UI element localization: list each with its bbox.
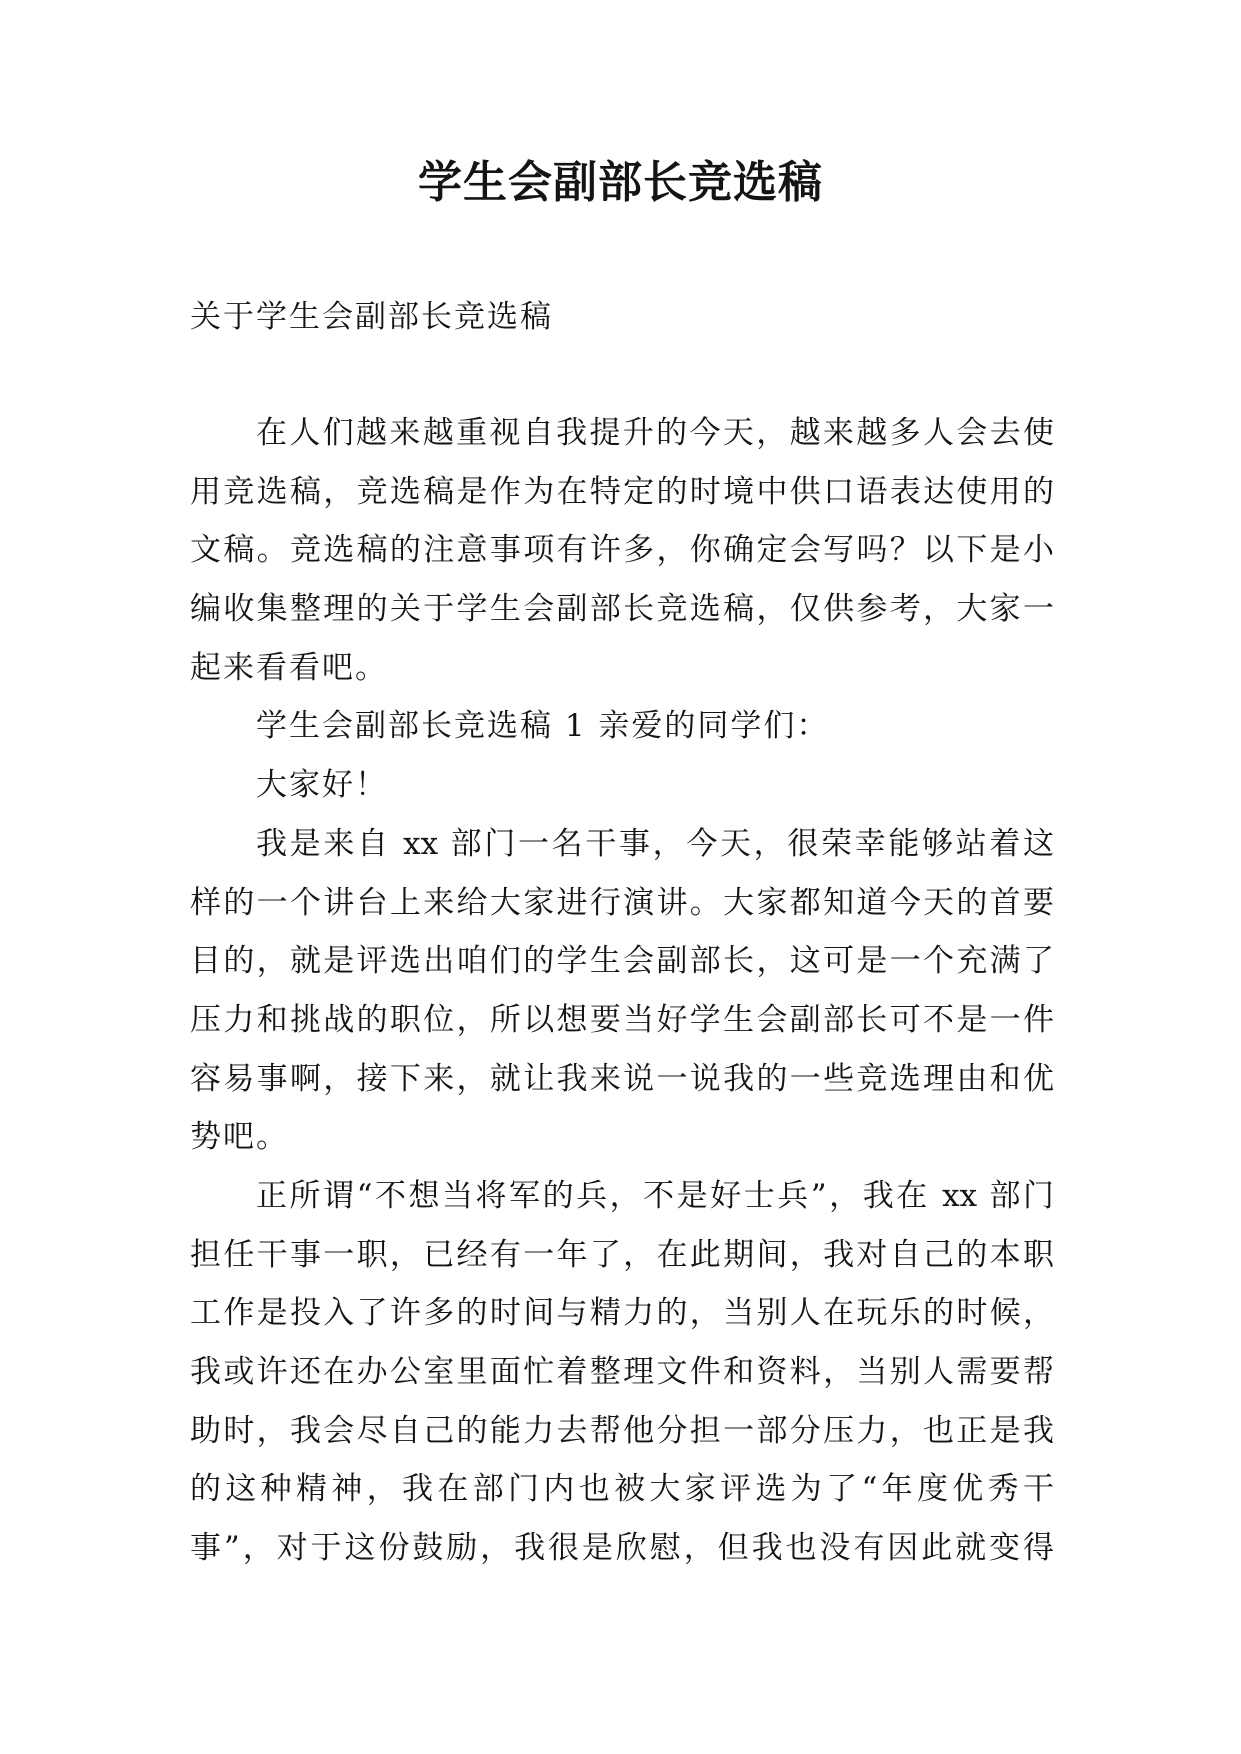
paragraph-line: 担任干事一职，已经有一年了，在此期间，我对自己的本职 (190, 1236, 1054, 1273)
paragraph-line: 压力和挑战的职位，所以想要当好学生会副部长可不是一件 (190, 1001, 1054, 1038)
paragraph-line: 样的一个讲台上来给大家进行演讲。大家都知道今天的首要 (190, 884, 1054, 921)
paragraph-line: 事”，对于这份鼓励，我很是欣慰，但我也没有因此就变得 (190, 1530, 1054, 1567)
paragraph-line: 我或许还在办公室里面忙着整理文件和资料，当别人需要帮 (190, 1354, 1054, 1390)
paragraph-greeting (190, 756, 1054, 815)
paragraph-line: 大家好！ (256, 767, 388, 804)
paragraph-speech-heading (190, 697, 1054, 756)
paragraph-line: 文稿。竞选稿的注意事项有许多，你确定会写吗？以下是小 (190, 532, 1054, 569)
paragraph-line: 助时，我会尽自己的能力去帮他分担一部分压力，也正是我 (190, 1412, 1054, 1449)
paragraph-intro (190, 404, 1054, 697)
paragraph-experience (190, 1167, 1054, 1578)
paragraph-line: 我是来自 xx 部门一名干事，今天，很荣幸能够站着这 (256, 825, 1054, 862)
paragraph-line: 在人们越来越重视自我提升的今天，越来越多人会去使 (256, 415, 1054, 451)
paragraph-line: 容易事啊，接下来，就让我来说一说我的一些竞选理由和优 (190, 1060, 1054, 1097)
paragraph-line: 的这种精神，我在部门内也被大家评选为了“年度优秀干 (190, 1471, 1054, 1508)
paragraph-line: 目的，就是评选出咱们的学生会副部长，这可是一个充满了 (190, 943, 1054, 980)
document-title: 学生会副部长竞选稿 (418, 157, 823, 208)
paragraph-line: 编收集整理的关于学生会副部长竞选稿，仅供参考，大家一 (190, 591, 1054, 628)
document-body (190, 404, 1054, 1578)
paragraph-line: 起来看看吧。 (190, 649, 388, 686)
paragraph-line: 学生会副部长竞选稿 1 亲爱的同学们： (256, 708, 830, 745)
paragraph-line: 正所谓“不想当将军的兵，不是好士兵”，我在 xx 部门 (256, 1177, 1054, 1214)
paragraph-line: 工作是投入了许多的时间与精力的，当别人在玩乐的时候， (190, 1295, 1054, 1332)
paragraph-line: 势吧。 (190, 1119, 289, 1156)
paragraph-line: 用竞选稿，竞选稿是作为在特定的时境中供口语表达使用的 (190, 473, 1054, 510)
paragraph-self-introduction (190, 815, 1054, 1167)
document-subtitle: 关于学生会副部长竞选稿 (190, 299, 553, 335)
